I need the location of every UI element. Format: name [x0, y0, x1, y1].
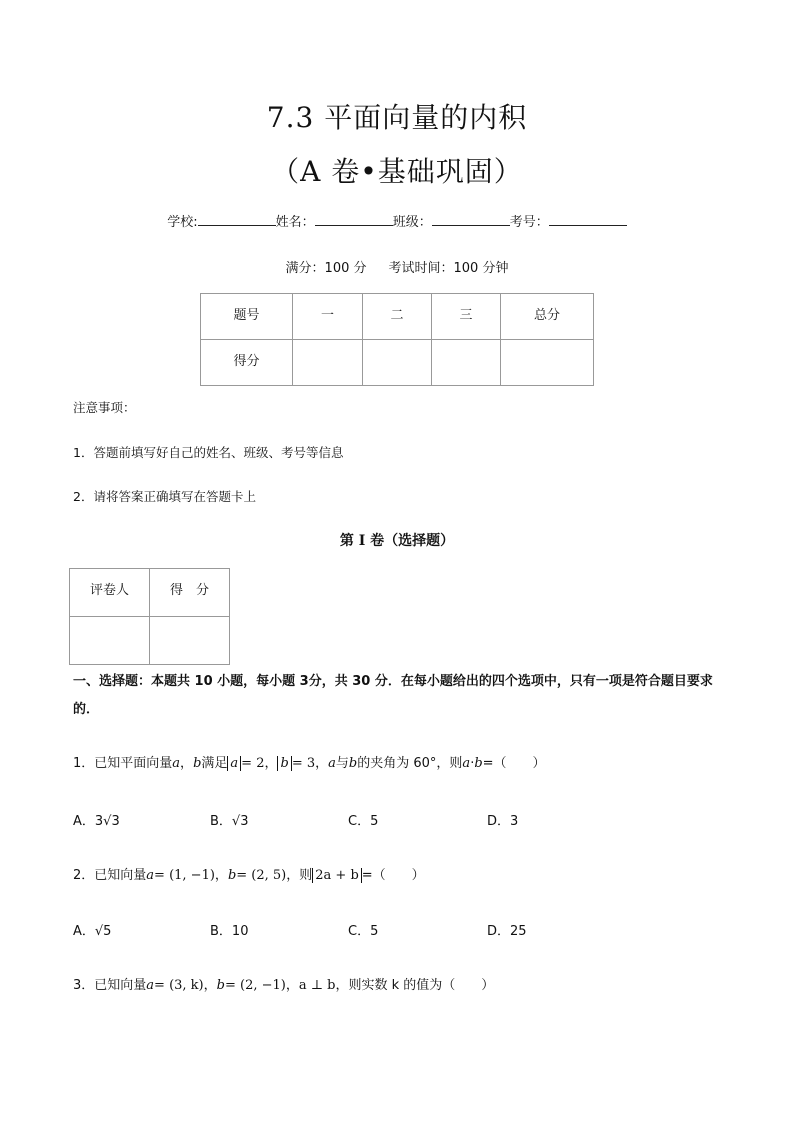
exam-meta — [0, 257, 794, 276]
score-header-cell: 一 — [293, 294, 363, 340]
page-title: 7.3 平面向量的内积 — [266, 101, 528, 134]
score-header-cell: 总分 — [501, 294, 594, 340]
score-table — [200, 293, 594, 386]
note-item: 2．请将答案正确填写在答题卡上 — [73, 489, 256, 504]
class-label: 班级： — [392, 215, 432, 230]
grader-score-label: 得 分 — [150, 569, 230, 617]
grader-cell[interactable] — [70, 617, 150, 665]
page-subtitle: （A 卷•基础巩固） — [271, 155, 523, 188]
option-d[interactable]: D．3 — [487, 814, 519, 829]
score-table-header-row — [201, 294, 594, 340]
notes-title: 注意事项： — [73, 400, 136, 415]
score-cell[interactable] — [432, 340, 501, 386]
score-header-cell: 题号 — [201, 294, 293, 340]
score-cell[interactable] — [293, 340, 363, 386]
option-b[interactable]: B．10 — [210, 924, 249, 939]
name-label: 姓名： — [275, 215, 315, 230]
section-title: 第 I 卷（选择题） — [339, 533, 455, 549]
grader-table — [69, 568, 230, 665]
grader-cell[interactable] — [150, 617, 230, 665]
note-item: 1．答题前填写好自己的姓名、班级、考号等信息 — [73, 445, 344, 460]
option-b[interactable]: B．√3 — [210, 814, 249, 829]
score-cell[interactable] — [363, 340, 432, 386]
class-blank[interactable] — [432, 213, 510, 226]
score-header-cell: 三 — [432, 294, 501, 340]
grader-label: 评卷人 — [70, 569, 150, 617]
school-label: 学校: — [167, 215, 198, 230]
school-blank[interactable] — [198, 213, 276, 226]
full-score: 满分：100 分 — [285, 261, 367, 276]
section-instructions: 一、选择题：本题共 10 小题，每小题 3分，共 30 分．在每小题给出的四个选项中，只有一项是符合题目要求的． — [73, 674, 713, 717]
exam-number-label: 考号： — [509, 215, 549, 230]
option-c[interactable]: C．5 — [348, 924, 379, 939]
score-row-label: 得分 — [201, 340, 293, 386]
exam-number-blank[interactable] — [549, 213, 627, 226]
option-a[interactable]: A．3√3 — [73, 814, 120, 829]
student-info-fields — [0, 211, 794, 230]
option-a[interactable]: A．√5 — [73, 924, 112, 939]
score-header-cell: 二 — [363, 294, 432, 340]
score-table-score-row — [201, 340, 594, 386]
name-blank[interactable] — [315, 213, 393, 226]
question-2: 2．已知向量a= (1, −1)，b= (2, 5)，则 2a + b =（ ） — [73, 868, 425, 883]
score-cell[interactable] — [501, 340, 594, 386]
exam-time: 考试时间：100 分钟 — [388, 261, 509, 276]
question-3: 3．已知向量a= (3, k)，b= (2, −1)，a ⊥ b，则实数 k 的值为（ ） — [73, 978, 495, 993]
option-d[interactable]: D．25 — [487, 924, 527, 939]
question-1: 1．已知平面向量a，b满足 a = 2， b = 3，a与b的夹角为 60°，则a·b=（ ） — [73, 756, 546, 771]
option-c[interactable]: C．5 — [348, 814, 379, 829]
